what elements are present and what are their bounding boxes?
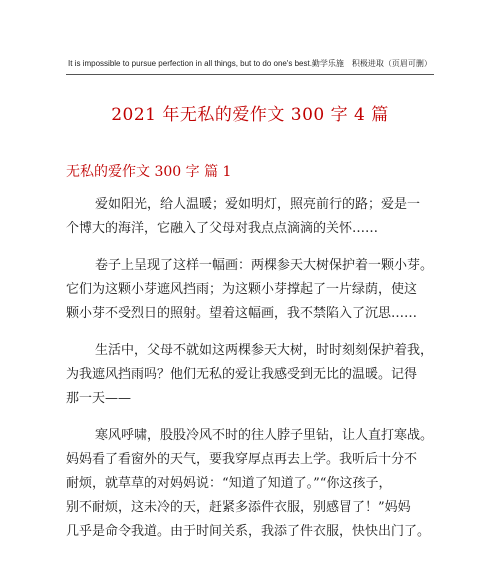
paragraph (66, 193, 434, 241)
header-divider (66, 74, 434, 75)
paragraph-line: 生活中，父母不就如这两棵参天大树，时时刻刻保护着我， (95, 343, 434, 358)
paragraph-line: 颗小芽不受烈日的照射。望着这幅画，我不禁陷入了沉思…… (66, 306, 418, 321)
paragraph (66, 424, 434, 544)
paragraph-line: 为我遮风挡雨吗？他们无私的爱让我感受到无比的温暖。记得 (66, 367, 418, 382)
page-header: It is impossible to pursue perfection in all things, but to do one's best.勤学乐施 积极进取（页眉可删） (68, 59, 432, 68)
section-title: 无私的爱作文 300 字 篇 1 (66, 164, 232, 180)
paragraph (66, 254, 434, 326)
paragraph-line: 卷子上呈现了这样一幅画：两棵参天大树保护着一颗小芽。 (95, 258, 434, 273)
essay-body (66, 193, 434, 557)
paragraph-line: 几乎是命令我道。由于时间关系，我添了件衣服，快快出门了。 (66, 524, 431, 539)
paragraph-line: 别不耐烦，这未冷的天，赶紧多添件衣服，别感冒了！”妈妈 (66, 500, 411, 515)
document-title: 2021 年无私的爱作文 300 字 4 篇 (111, 105, 389, 125)
paragraph-line: 妈妈看了看窗外的天气，要我穿厚点再去上学。我听后十分不 (66, 452, 418, 467)
paragraph-line: 它们为这颗小芽遮风挡雨；为这颗小芽撑起了一片绿荫，使这 (66, 282, 418, 297)
paragraph (66, 339, 434, 411)
paragraph-line: 那一天—— (66, 391, 132, 406)
paragraph-line: 寒风呼啸，股股冷风不时的往人脖子里钻，让人直打寒战。 (95, 428, 434, 443)
paragraph-line: 个博大的海洋，它融入了父母对我点点滴滴的关怀…… (66, 221, 379, 236)
paragraph-line: 耐烦，就草草的对妈妈说：“知道了知道了。”“你这孩子， (66, 476, 392, 491)
paragraph-line: 爱如阳光，给人温暖；爱如明灯，照亮前行的路；爱是一 (95, 197, 421, 212)
